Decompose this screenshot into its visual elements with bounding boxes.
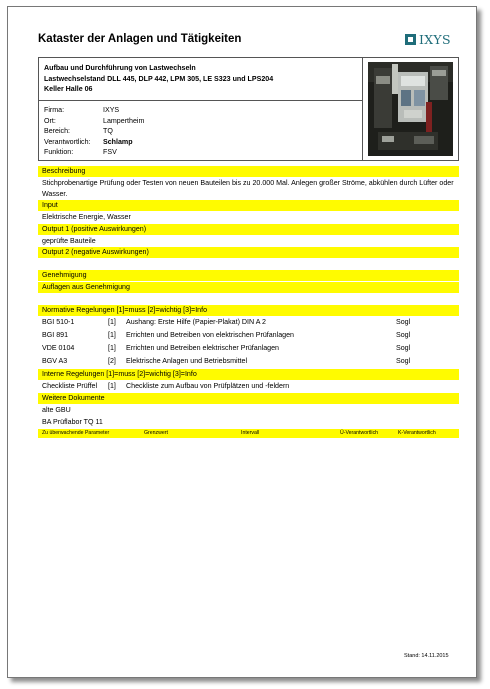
param-column-k-verantwortlich: K-Verantwortlich [398, 430, 436, 436]
heading-line: Aufbau und Durchführung von Lastwechseln [44, 64, 196, 72]
section-header-interne: Interne Regelungen [1]=muss [2]=wichtig [3]=Info [38, 369, 459, 380]
internal-code: Checkliste Prüffel [42, 382, 98, 390]
param-column-grenzwert: Grenzwert [144, 430, 168, 436]
info-row-ort [44, 116, 144, 127]
internal-level: [1] [108, 382, 116, 390]
header-box [38, 57, 459, 161]
regulation-owner: Sogl [396, 318, 411, 326]
info-value: FSV [103, 148, 117, 157]
info-key: Firma: [44, 106, 65, 114]
section-spacer [38, 293, 459, 304]
regulation-level: [1] [108, 344, 116, 352]
content-sections [38, 165, 459, 438]
regulation-level: [2] [108, 357, 116, 365]
param-column-intervall: Intervall [241, 430, 260, 436]
stand-date: Stand: 14.11.2015 [404, 653, 449, 659]
regulation-code: BGI 510-1 [42, 318, 75, 326]
activity-heading [44, 63, 358, 95]
weitere-item: alte GBU [42, 406, 71, 414]
info-key: Bereich: [44, 127, 71, 136]
logo-text: IXYS [419, 32, 451, 47]
document-page [7, 6, 477, 678]
regulation-level: [1] [108, 331, 116, 339]
info-key: Ort: [44, 116, 56, 125]
param-column-parameter: Zu überwachende Parameter [42, 430, 110, 436]
info-value: TQ [103, 127, 113, 136]
param-column-ue-verantwortlich: Ü-Verantwortlich [340, 430, 379, 436]
internal-description: Checkliste zum Aufbau von Prüfplätzen und -feldern [126, 382, 290, 390]
normative-row [38, 342, 459, 355]
section-header-auflagen: Auflagen aus Genehmigung [38, 282, 459, 293]
section-header-weitere: Weitere Dokumente [38, 393, 459, 404]
section-header-output2: Output 2 (negative Auswirkungen) [38, 247, 459, 258]
normative-row [38, 329, 459, 342]
section-text-beschreibung: Stichprobenartige Prüfung oder Testen von neuen Bauteilen bis zu 20.000 Mal. Anlegen großer Ströme, abkühlen durch Lüfter oder Wasser. [42, 179, 454, 198]
normative-row [38, 355, 459, 368]
regulation-owner: Sogl [396, 331, 411, 339]
info-value: Lampertheim [103, 116, 145, 125]
section-header-beschreibung: Beschreibung [38, 166, 459, 177]
regulation-description: Errichten und Betreiben elektrischer Prüfanlagen [126, 344, 279, 352]
section-header-input: Input [38, 200, 459, 211]
equipment-photo [368, 62, 453, 156]
info-key: Funktion: [44, 148, 74, 157]
document-title: Kataster der Anlagen und Tätigkeiten [38, 33, 242, 45]
divider [39, 100, 362, 101]
section-header-normative: Normative Regelungen [1]=muss [2]=wichtig [3]=Info [38, 305, 459, 316]
section-text-output1: geprüfte Bauteile [42, 236, 96, 245]
regulation-description: Aushang: Erste Hilfe (Papier-Plakat) DIN A 2 [126, 318, 266, 326]
section-header-output1: Output 1 (positive Auswirkungen) [38, 224, 459, 235]
info-value: Schlamp [103, 137, 133, 146]
regulation-owner: Sogl [396, 357, 411, 365]
regulation-code: BGI 891 [42, 331, 69, 339]
regulation-level: [1] [108, 318, 116, 326]
heading-line: Keller Halle 06 [44, 85, 93, 93]
info-value: IXYS [103, 106, 120, 114]
regulation-code: BGV A3 [42, 357, 68, 365]
interne-row [38, 380, 459, 392]
info-table [44, 105, 144, 158]
header-left [39, 58, 363, 160]
parameter-header-bar [38, 429, 459, 438]
regulation-description: Errichten und Betreiben von elektrischen Prüfanlagen [126, 331, 294, 339]
info-row-bereich [44, 126, 144, 137]
section-spacer [38, 258, 459, 269]
company-logo [405, 32, 451, 47]
normative-row [38, 316, 459, 329]
regulation-description: Elektrische Anlagen und Betriebsmittel [126, 357, 248, 365]
weitere-item: BA Prüflabor TQ 11 [42, 417, 103, 426]
info-row-firma [44, 105, 144, 116]
logo-square-icon [405, 34, 416, 45]
heading-line: Lastwechselstand DLL 445, DLP 442, LPM 305, LE S323 und LPS204 [44, 74, 274, 83]
info-row-verantwortlich [44, 137, 144, 148]
info-row-funktion [44, 147, 144, 158]
regulation-owner: Sogl [396, 344, 411, 352]
equipment-photo-image [368, 62, 453, 156]
info-key: Verantwortlich: [44, 137, 91, 146]
section-header-genehmigung: Genehmigung [38, 270, 459, 281]
regulation-code: VDE 0104 [42, 344, 75, 352]
section-text-input: Elektrische Energie, Wasser [42, 213, 131, 221]
